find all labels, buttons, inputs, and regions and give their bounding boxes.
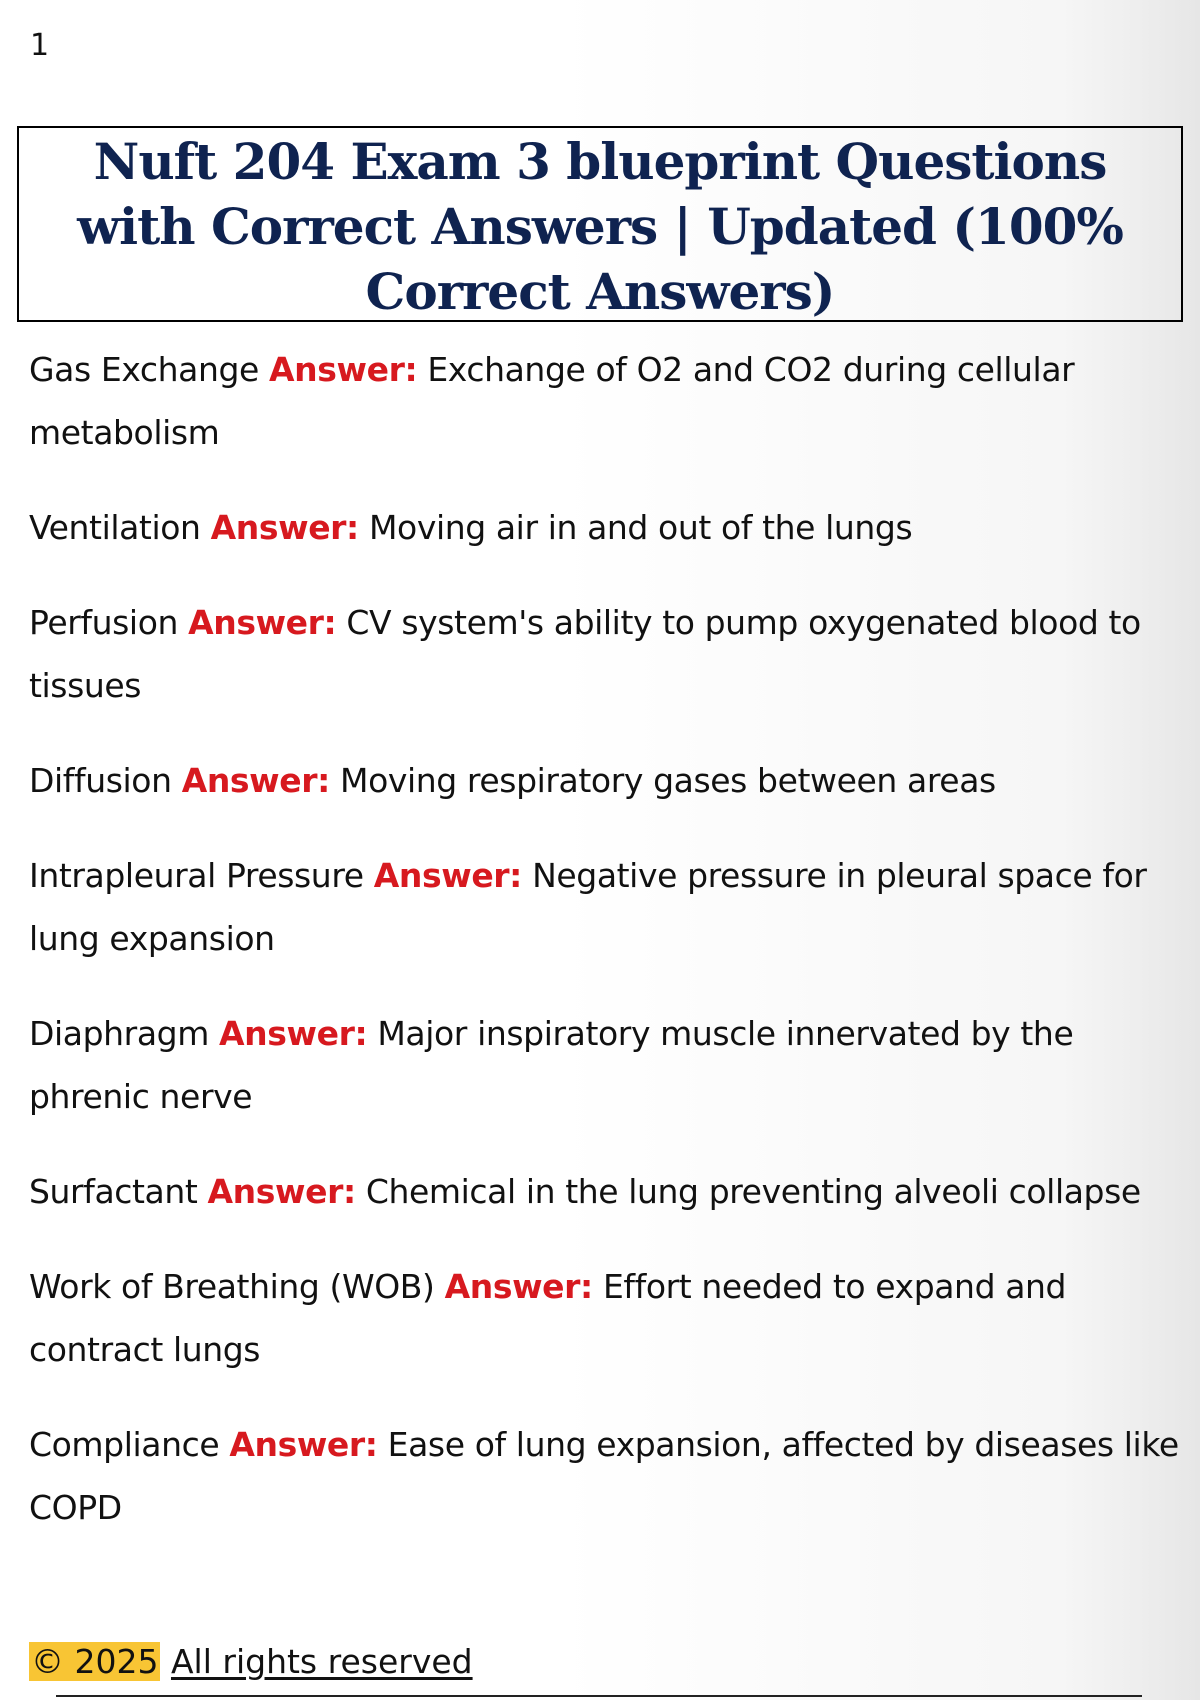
qa-item: [29, 496, 1179, 559]
qa-term: Diaphragm: [29, 1014, 209, 1053]
answer-label: Answer:: [444, 1267, 593, 1306]
title-box: [17, 126, 1183, 322]
qa-answer: Ease of lung expansion, affected by diseases like COPD: [29, 1425, 1179, 1527]
answer-label: Answer:: [219, 1014, 368, 1053]
qa-item: [29, 338, 1179, 464]
qa-term: Work of Breathing (WOB): [29, 1267, 435, 1306]
qa-term: Surfactant: [29, 1172, 198, 1211]
footer-divider: [56, 1695, 1142, 1697]
qa-item: [29, 1160, 1179, 1223]
qa-list: [29, 338, 1179, 1571]
qa-answer: Moving air in and out of the lungs: [368, 508, 913, 547]
qa-answer: Effort needed to expand and contract lungs: [29, 1267, 1067, 1369]
qa-answer: Negative pressure in pleural space for lung expansion: [29, 856, 1147, 958]
qa-term: Compliance: [29, 1425, 220, 1464]
qa-term: Ventilation: [29, 508, 201, 547]
qa-item: [29, 749, 1179, 812]
rights-reserved-text: All rights reserved: [170, 1642, 473, 1681]
page-number: 1: [30, 28, 50, 63]
answer-label: Answer:: [229, 1425, 378, 1464]
qa-answer: Exchange of O2 and CO2 during cellular metabolism: [29, 350, 1075, 452]
answer-label: Answer:: [207, 1172, 356, 1211]
qa-term: Intrapleural Pressure: [29, 856, 364, 895]
answer-label: Answer:: [181, 761, 330, 800]
document-title: Nuft 204 Exam 3 blueprint Questions with Correct Answers | Updated (100% Correct Answers): [77, 131, 1123, 321]
answer-label: Answer:: [210, 508, 359, 547]
qa-answer: Major inspiratory muscle innervated by the phrenic nerve: [29, 1014, 1074, 1116]
qa-answer: Moving respiratory gases between areas: [340, 761, 996, 800]
qa-term: Perfusion: [29, 603, 178, 642]
qa-item: [29, 1002, 1179, 1128]
qa-item: [29, 591, 1179, 717]
qa-term: Gas Exchange: [29, 350, 259, 389]
qa-answer: Chemical in the lung preventing alveoli collapse: [365, 1172, 1141, 1211]
qa-item: [29, 1255, 1179, 1381]
qa-answer: CV system's ability to pump oxygenated blood to tissues: [29, 603, 1141, 705]
copyright-notice: © 2025: [31, 1642, 159, 1681]
qa-term: Diffusion: [29, 761, 172, 800]
answer-label: Answer:: [373, 856, 522, 895]
answer-label: Answer:: [269, 350, 418, 389]
qa-item: [29, 844, 1179, 970]
footer: [29, 1640, 473, 1684]
qa-item: [29, 1413, 1179, 1539]
answer-label: Answer:: [188, 603, 337, 642]
